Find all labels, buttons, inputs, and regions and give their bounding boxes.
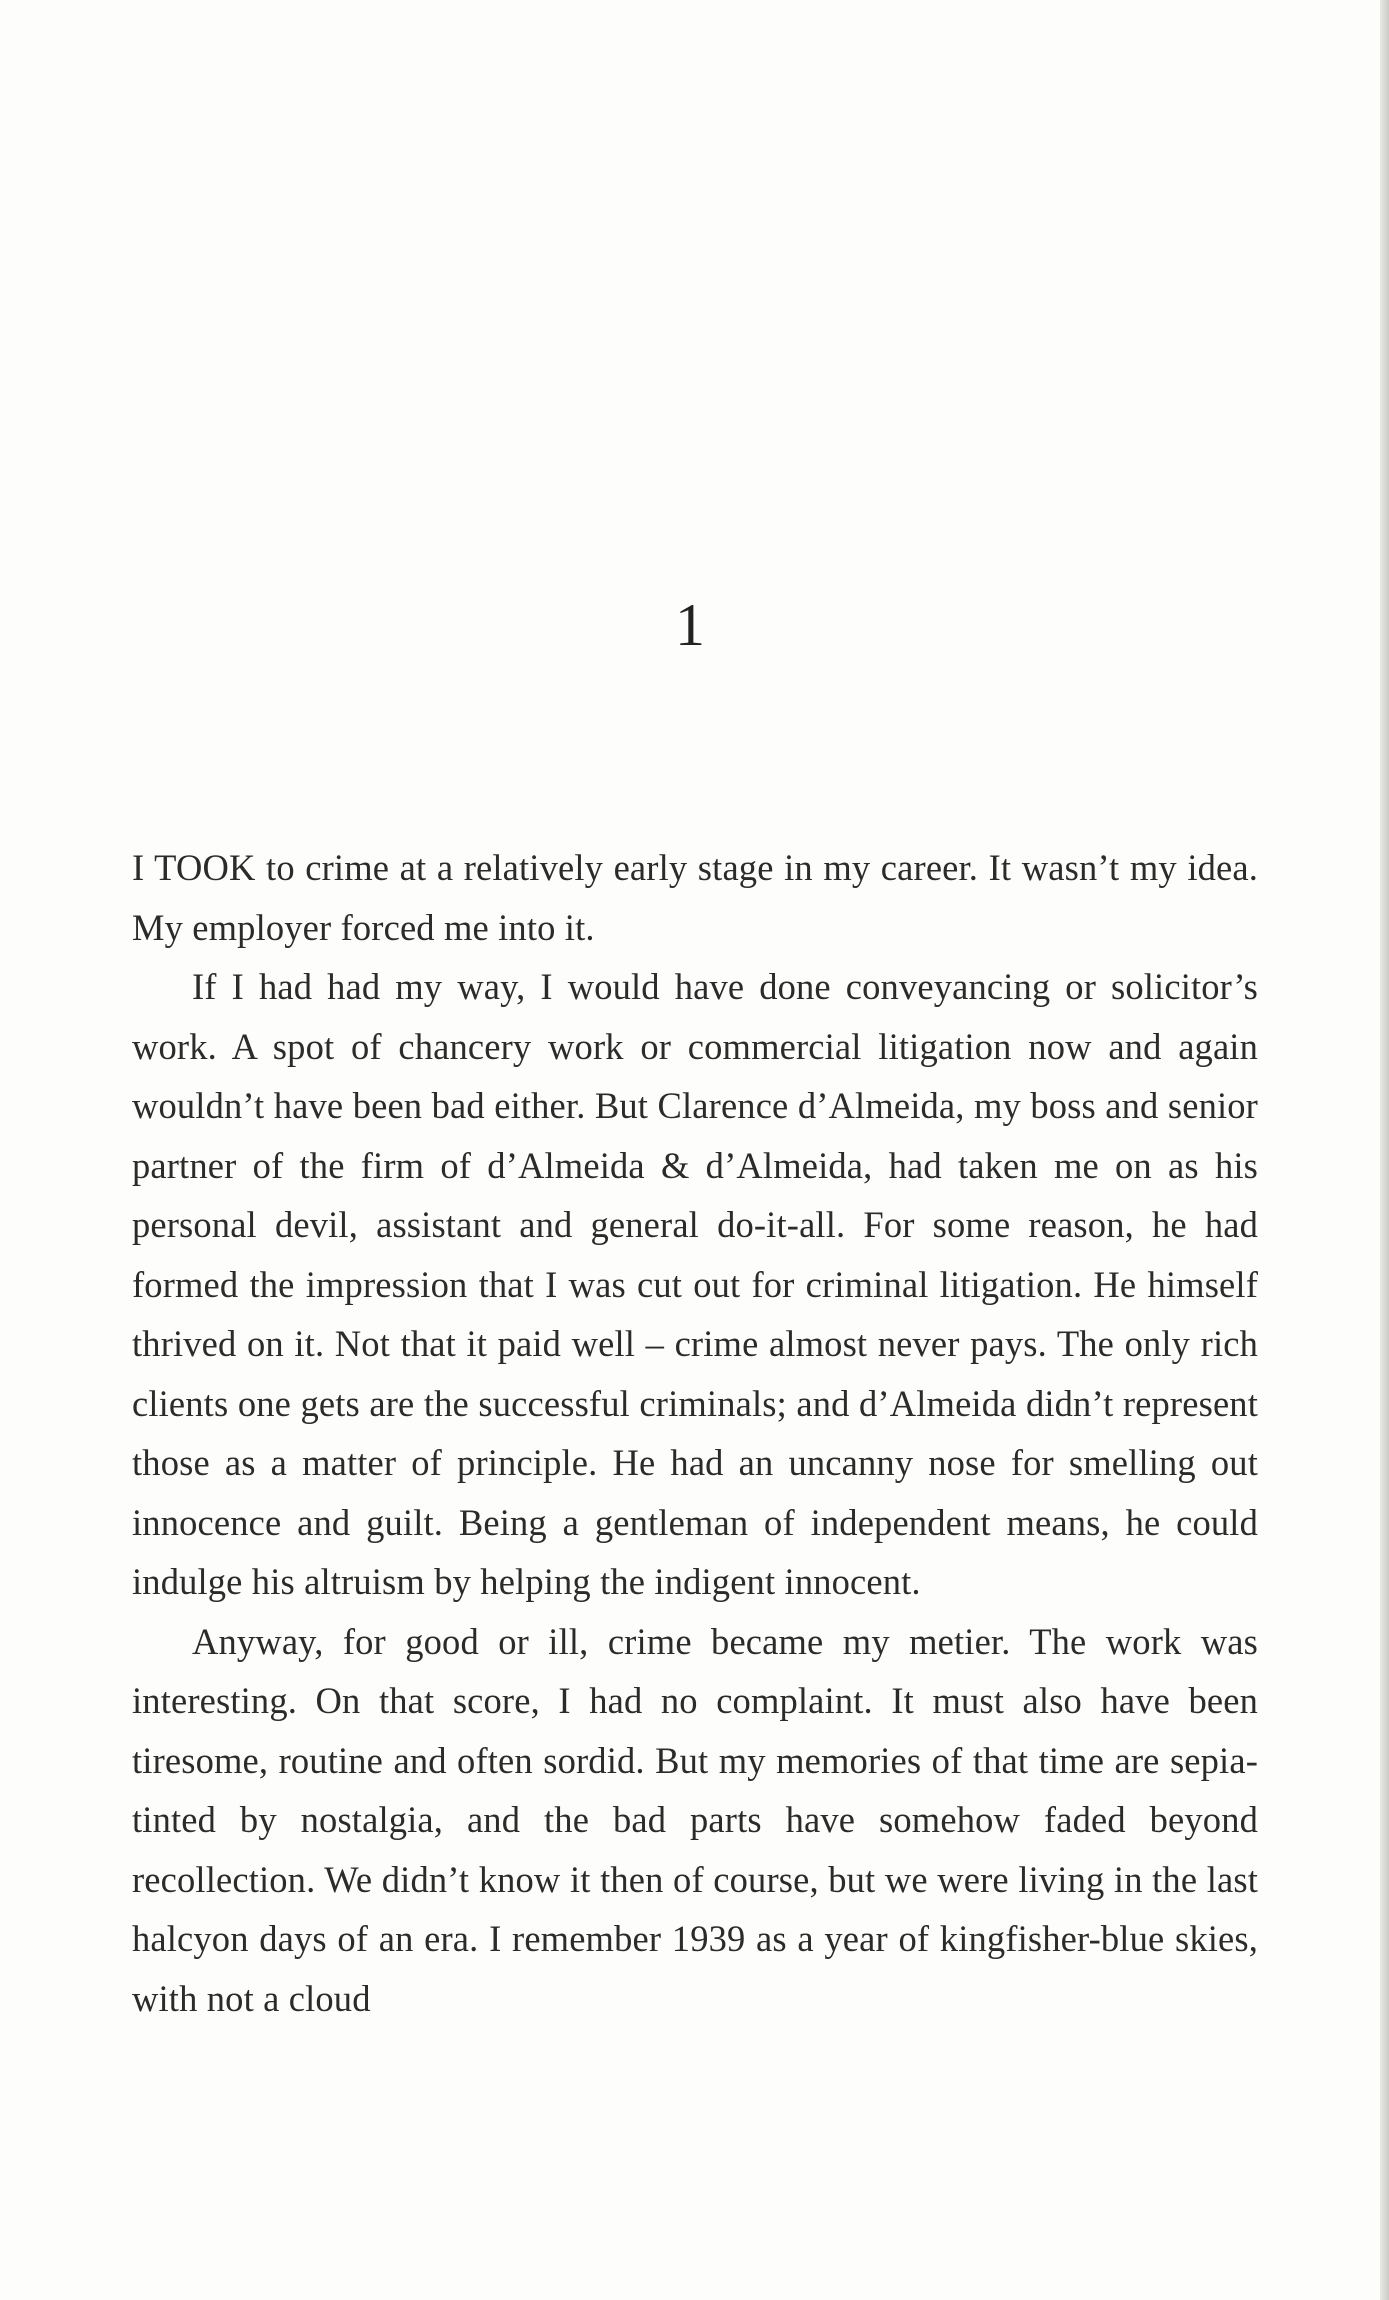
page-edge bbox=[1380, 0, 1389, 2300]
body-text bbox=[132, 838, 1258, 2028]
paragraph-2: If I had had my way, I would have done conveyancing or solicitor’s work. A spot of chancery work or commercial litigation now and again wouldn’t have been bad either. But Clarence d’Almeida, my boss and senior partner of the firm of d’Almeida & d’Almeida, had taken me on as his personal devil, assistant and general do-it-all. For some reason, he had formed the impression that I was cut out for criminal litigation. He himself thrived on it. Not that it paid well – crime almost never pays. The only rich clients one gets are the successful criminals; and d’Almeida didn’t represent those as a matter of principle. He had an uncanny nose for smelling out innocence and guilt. Being a gentleman of independent means, he could indulge his altruism by helping the indigent innocent. bbox=[132, 966, 1258, 1602]
paragraph-3: Anyway, for good or ill, crime became my metier. The work was interesting. On that score, I had no complaint. It must also have been tiresome, routine and often sordid. But my memories of that time are sepia-tinted by nostalgia, and the bad parts have somehow faded beyond recollection. We didn’t know it then of course, but we were living in the last halcyon days of an era. I remember 1939 as a year of kingfisher-blue skies, with not a cloud bbox=[132, 1620, 1258, 2019]
paragraph-1: I TOOK to crime at a relatively early stage in my career. It wasn’t my idea. My employer forced me into it. bbox=[132, 847, 1258, 948]
chapter-number: 1 bbox=[675, 592, 705, 658]
